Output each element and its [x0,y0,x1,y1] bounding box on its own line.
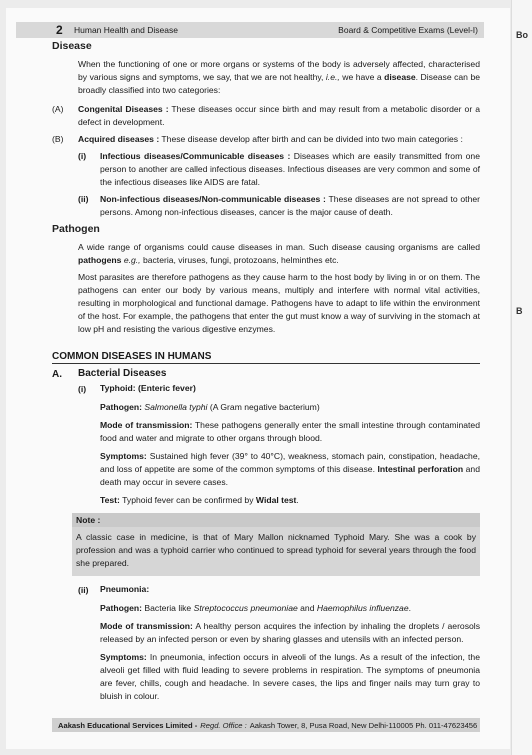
list-item: (A) Congenital Diseases : These diseases occur since birth and may result from a metabolic disorder or a defect in development. [52,104,480,127]
page-header [16,22,484,38]
page-footer [52,718,480,732]
pneumonia-details: Pathogen: Bacteria like Streptococcus pneumoniae and Haemophilus influenzae. Mode of transmission: A healthy person acquires the infection by inhaling the droplets / aerosols released by an infected person or even by sharing glasses and utensils with an infected person. Symptoms: In pneumonia, infection occurs in alveoli of the lungs. As a result of the infection, the alveoli get filled with fluid leading to severe problems in respiration. The symptoms of pneumonia are fever, chills, cough and headache. In severe cases, the lips and finger nails may turn gray to bluish in colour. [100,603,480,701]
list-item: (ii) Non-infectious diseases/Non-communicable diseases : These diseases are not spread to other persons. Among non-infectious diseases, cancer is the major cause of death. [78,194,480,217]
chapter-title: Human Health and Disease [74,25,178,35]
publisher-address: Aakash Tower, 8, Pusa Road, New Delhi-110005 Ph. 011-47623456 [249,720,478,730]
book-title: Board & Competitive Exams (Level-I) [338,25,478,35]
disease-intro: When the functioning of one or more organs or systems of the body is adversely affected, characterised by various signs and symptoms, we say, that we are not healthy, i.e., we have a disease. Disease can be broadly classified into two categories: [78,59,480,95]
subsection-heading: A. Bacterial Diseases [52,368,167,380]
pathogen-paragraph: Most parasites are therefore pathogens as they cause harm to the host body by living in or on them. The pathogens can enter our body by various means, multiply and interfere with normal vital activities, resulting in morphological and functional damage. Pathogens have to adapt to life within the environment of the host. For example, the pathogens that enter the gut must know a way of surviving in the stomach at low pH and resisting the various digestive enzymes. [78,272,480,334]
pathogen-paragraph: A wide range of organisms could cause diseases in man. Such disease causing organisms are called pathogens e.g., bacteria, viruses, fungi, protozoans, helminthes etc. [78,242,480,265]
note-text: A classic case in medicine, is that of Mary Mallon nicknamed Typhoid Mary. She was a cook by profession and was a typhoid carrier who continued to spread typhoid for several years through the food she prepared. [76,532,476,568]
page-content [52,40,480,703]
disease-title-pneumonia: (ii) Pneumonia: [78,584,150,595]
note-label: Note : [72,513,480,527]
publisher-name: Aakash Educational Services Limited - [58,720,198,730]
adjacent-page-edge [511,0,532,755]
note-box [72,513,480,576]
page-number: 2 [56,23,63,37]
list-item: (B) Acquired diseases : These disease develop after birth and can be divided into two main categories : [52,134,463,144]
list-item: (i) Infectious diseases/Communicable diseases : Diseases which are easily transmitted from one person to another are called infectious diseases. Infectious diseases are very common and some of the infectious diseases like AIDS are fatal. [78,151,480,187]
adjacent-page-text: Bo [516,30,528,40]
typhoid-details: Pathogen: Salmonella typhi (A Gram negative bacterium) Mode of transmission: These pathogens generally enter the small intestine through contaminated food and water and migrate to other organs through blood. Symptoms: Sustained high fever (39° to 40°C), weakness, stomach pain, constipation, headache, and loss of appetite are some of the common symptoms of this disease. Intestinal perforation and death may occur in severe cases. Test: Typhoid fever can be confirmed by Widal test. [100,402,480,505]
section-heading-disease: Disease [52,40,92,52]
adjacent-page-text: B [516,306,523,316]
disease-title-typhoid: (i) Typhoid: (Enteric fever) [78,383,196,394]
common-diseases-heading: COMMON DISEASES IN HUMANS [52,346,480,364]
regd-office-label: Regd. Office : [200,720,247,730]
section-heading-pathogen: Pathogen [52,223,100,235]
